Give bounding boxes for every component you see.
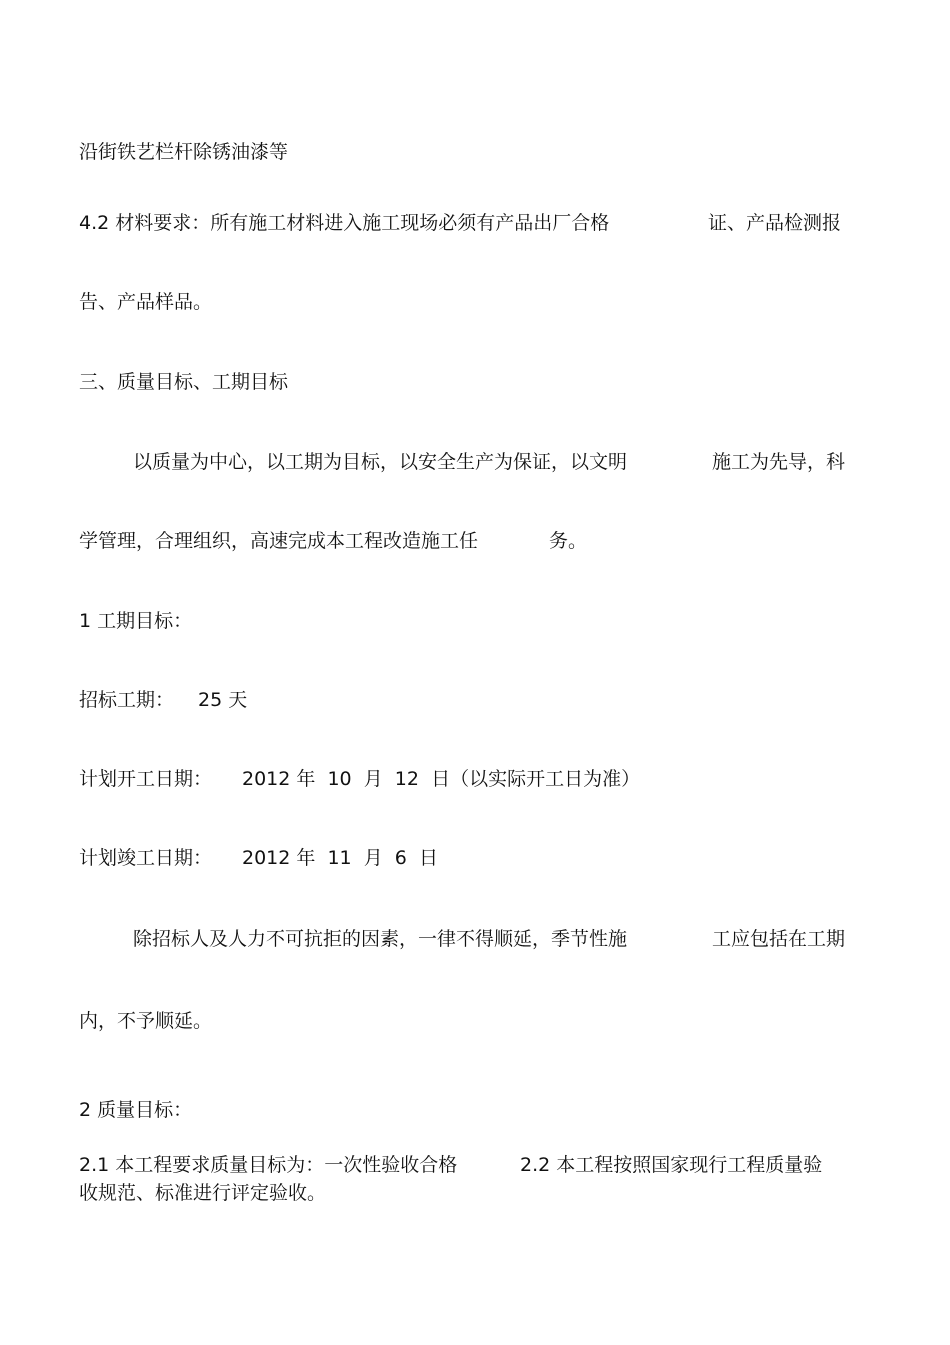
field-planned-start — [79, 767, 859, 791]
paragraph-text: 以质量为中心，以工期为目标，以安全生产为保证，以文明 — [133, 451, 628, 473]
paragraph-text-continued: 2.2 本工程按照国家现行工程质量验 — [520, 1154, 823, 1176]
paragraph-material-requirements-cont — [79, 290, 213, 314]
paragraph-text: 内，不予顺延。 — [79, 1010, 213, 1032]
paragraph-text: 2.1 本工程要求质量目标为：一次性验收合格 — [79, 1154, 458, 1176]
subheading: 2 质量目标： — [79, 1099, 193, 1121]
paragraph-text: 告、产品样品。 — [79, 291, 213, 313]
paragraph-principles-cont — [79, 529, 859, 553]
paragraph-text: 学管理，合理组织，高速完成本工程改造施工任 — [79, 530, 479, 552]
subheading-schedule-target — [79, 609, 193, 633]
section-heading: 三、质量目标、工期目标 — [79, 371, 289, 393]
paragraph-quality-items-cont — [79, 1181, 327, 1205]
paragraph-no-extension — [79, 927, 859, 951]
field-planned-completion — [79, 846, 859, 870]
paragraph-text: 沿街铁艺栏杆除锈油漆等 — [79, 141, 289, 163]
paragraph-text-continued: 工应包括在工期 — [712, 928, 846, 950]
paragraph-quality-items — [79, 1153, 859, 1177]
field-value: 25 天 — [198, 689, 248, 711]
paragraph-text-continued: 施工为先导，科 — [712, 451, 846, 473]
paragraph-text-continued: 证、产品检测报 — [708, 212, 842, 234]
paragraph-text: 4.2 材料要求：所有施工材料进入施工现场必须有产品出厂合格 — [79, 212, 610, 234]
subheading: 1 工期目标： — [79, 610, 193, 632]
field-label: 招标工期： — [79, 689, 175, 711]
field-value: 2012 年 11 月 6 日 — [242, 847, 438, 869]
field-value: 2012 年 10 月 12 日（以实际开工日为准） — [242, 768, 641, 790]
section-heading-quality-schedule — [79, 370, 289, 394]
field-label: 计划竣工日期： — [79, 847, 213, 869]
paragraph-railing-painting — [79, 140, 289, 164]
paragraph-no-extension-cont — [79, 1009, 213, 1033]
field-label: 计划开工日期： — [79, 768, 213, 790]
paragraph-material-requirements — [79, 211, 859, 235]
paragraph-principles — [79, 450, 859, 474]
field-bid-duration — [79, 688, 859, 712]
paragraph-text: 除招标人及人力不可抗拒的因素，一律不得顺延，季节性施 — [133, 928, 628, 950]
paragraph-text: 收规范、标准进行评定验收。 — [79, 1182, 327, 1204]
subheading-quality-target — [79, 1098, 193, 1122]
paragraph-text-continued: 务。 — [549, 530, 588, 552]
